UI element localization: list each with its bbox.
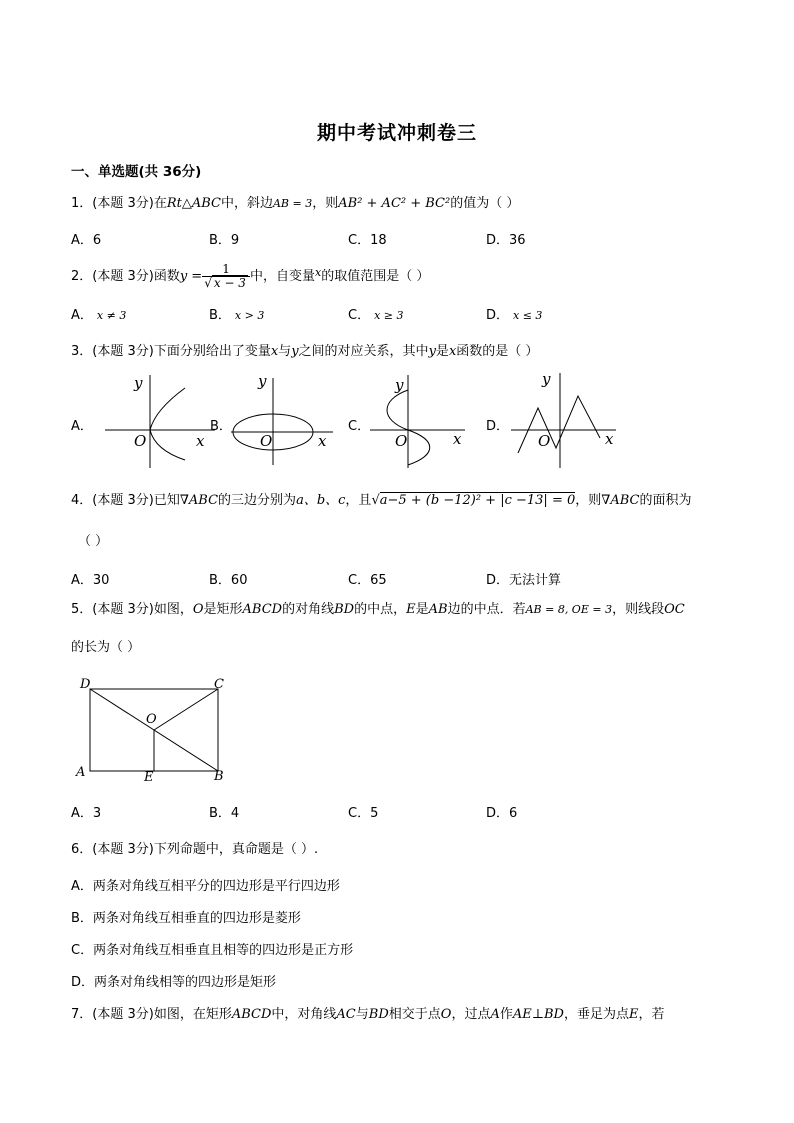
label-c: C xyxy=(214,677,224,692)
q2-option-a[interactable] xyxy=(71,304,126,323)
x-label: x xyxy=(196,432,205,450)
q2-option-a-expr: x ≠ 3 xyxy=(96,309,127,322)
q3-var-x: x xyxy=(270,344,279,359)
q5-option-c[interactable]: C．5 xyxy=(348,806,379,821)
x-label: x xyxy=(318,432,327,450)
q5-line-2: 的长为（ ） xyxy=(71,640,141,655)
q4-triangle-1: ∇ABC xyxy=(179,493,219,508)
q1-option-c[interactable]: C．18 xyxy=(348,233,387,248)
q5-text-1: 5．(本题 3分)如图， xyxy=(71,602,193,617)
q4-text-1: 4．(本题 3分)已知 xyxy=(71,493,180,508)
x-label: x xyxy=(453,430,462,448)
q3-text-4: 是 xyxy=(435,344,449,359)
q4-answer-paren: （ ） xyxy=(78,534,109,549)
q1-prefix: 1．(本题 3分)在 xyxy=(71,196,167,211)
q4-option-a[interactable]: A．30 xyxy=(71,573,110,588)
q5-option-d[interactable]: D．6 xyxy=(486,806,518,821)
q6-option-d[interactable]: D．两条对角线相等的四边形是矩形 xyxy=(71,975,277,990)
label-e: E xyxy=(144,770,154,785)
question-4-stem xyxy=(71,489,692,508)
q6-option-a[interactable]: A．两条对角线互相平分的四边形是平行四边形 xyxy=(71,879,340,894)
q5-text-4: 的中点， xyxy=(354,602,407,617)
x-label: x xyxy=(605,430,614,448)
q5-option-a[interactable]: A．3 xyxy=(71,806,102,821)
q7-text-6: 作 xyxy=(499,1007,513,1022)
q3-graph-a xyxy=(100,370,220,470)
q5-text-6: 边的中点．若 xyxy=(447,602,526,617)
q3-text-5: 函数的是（ ） xyxy=(456,344,539,359)
q3-var-y2: y xyxy=(428,344,436,359)
q2-option-c-letter: C． xyxy=(348,308,371,323)
q4-text-4: ，则 xyxy=(575,493,602,508)
label-d: D xyxy=(80,677,91,692)
q7-text-4: 相交于点 xyxy=(388,1007,441,1022)
origin-label: O xyxy=(260,432,273,450)
q5-text-7: ，则线段 xyxy=(612,602,665,617)
q5-bd: BD xyxy=(334,602,355,617)
y-label: y xyxy=(258,372,267,390)
q7-ac: AC xyxy=(336,1007,356,1022)
q1-triangle: Rt△ABC xyxy=(166,196,221,211)
q3-text-3: 之间的对应关系，其中 xyxy=(298,344,429,359)
q3-var-y: y xyxy=(291,344,299,359)
q7-bd: BD xyxy=(368,1007,389,1022)
y-label: y xyxy=(542,370,551,388)
question-5-stem xyxy=(71,598,685,617)
label-o: O xyxy=(146,712,157,727)
q4-equation-text: a−5 + (b −12)² + |c −13| = 0 xyxy=(379,493,576,508)
page-title: 期中考试冲刺卷三 xyxy=(316,122,477,144)
q3-text-2: 与 xyxy=(278,344,292,359)
q2-mid: 中，自变量 xyxy=(249,269,315,284)
q2-option-c[interactable] xyxy=(348,304,404,323)
q3-graph-b xyxy=(228,370,343,470)
q5-point-e: E xyxy=(406,602,416,617)
q1-expression: AB² + AC² + BC² xyxy=(338,196,451,211)
q6-option-c[interactable]: C．两条对角线互相垂直且相等的四边形是正方形 xyxy=(71,943,354,958)
origin-label: O xyxy=(134,432,147,450)
q3-text-1: 3．(本题 3分)下面分别给出了变量 xyxy=(71,344,271,359)
q1-mid1: 中，斜边 xyxy=(220,196,273,211)
q7-point-o: O xyxy=(440,1007,452,1022)
q1-option-b[interactable]: B．9 xyxy=(209,233,240,248)
q5-oc: OC xyxy=(664,602,685,617)
q5-rect: ABCD xyxy=(242,602,283,617)
q2-option-b[interactable] xyxy=(209,304,264,323)
q4-option-c[interactable]: C．65 xyxy=(348,573,387,588)
question-3-stem xyxy=(71,340,538,359)
q1-option-a[interactable]: A．6 xyxy=(71,233,102,248)
segment-oc xyxy=(154,689,218,730)
q7-text-5: ，过点 xyxy=(451,1007,491,1022)
q3-option-d[interactable]: D． xyxy=(486,419,510,434)
q3-graph-d xyxy=(508,368,623,470)
q3-var-x2: x xyxy=(448,344,457,359)
question-7-stem xyxy=(71,1003,664,1022)
q2-option-a-letter: A． xyxy=(71,308,93,323)
q5-ab: AB xyxy=(428,602,448,617)
q7-text-8: ，若 xyxy=(638,1007,665,1022)
q5-text-5: 是 xyxy=(415,602,429,617)
q3-graph-c xyxy=(365,370,475,470)
q7-text-7: ，垂足为点 xyxy=(563,1007,629,1022)
q7-point-e: E xyxy=(628,1007,639,1022)
q2-option-d-letter: D． xyxy=(486,308,510,323)
question-6-stem: 6．(本题 3分)下列命题中，真命题是（ ）. xyxy=(71,842,319,857)
origin-label: O xyxy=(395,432,408,450)
q4-option-d[interactable]: D．无法计算 xyxy=(486,573,562,588)
q2-y-equals: y = xyxy=(179,269,203,284)
question-2-stem xyxy=(71,258,429,292)
q2-option-b-letter: B． xyxy=(209,308,231,323)
q2-option-c-expr: x ≥ 3 xyxy=(374,309,404,322)
q5-option-b[interactable]: B．4 xyxy=(209,806,240,821)
y-label: y xyxy=(395,376,404,394)
q5-text-2: 是矩形 xyxy=(203,602,243,617)
label-b: B xyxy=(214,769,224,784)
q4-option-b[interactable]: B．60 xyxy=(209,573,248,588)
q5-point-o: O xyxy=(192,602,204,617)
zigzag xyxy=(518,396,600,453)
curve xyxy=(150,388,185,460)
q1-suffix: 的值为（ ） xyxy=(450,196,520,211)
q3-option-c[interactable]: C． xyxy=(348,419,371,434)
y-label: y xyxy=(134,374,143,392)
q2-variable: x xyxy=(314,266,322,279)
q4-equation: √a−5 + (b −12)² + |c −13| = 0 xyxy=(371,493,576,508)
q6-option-b[interactable]: B．两条对角线互相垂直的四边形是菱形 xyxy=(71,911,301,926)
label-a: A xyxy=(76,765,86,780)
q5-text-3: 的对角线 xyxy=(282,602,335,617)
q7-text-3: 与 xyxy=(355,1007,369,1022)
q1-mid2: ，则 xyxy=(312,196,339,211)
section-heading: 一、单选题(共 36分) xyxy=(71,164,202,180)
q2-numerator: 1 xyxy=(202,263,250,277)
q2-suffix: 的取值范围是（ ） xyxy=(321,269,430,284)
q3-option-b[interactable]: B． xyxy=(210,419,232,434)
q1-option-d[interactable]: D．36 xyxy=(486,233,526,248)
q7-text-1: 7．(本题 3分)如图，在矩形 xyxy=(71,1007,232,1022)
origin-label: O xyxy=(538,432,551,450)
q4-triangle-2: ∇ABC xyxy=(601,493,640,508)
q4-text-2: 的三边分别为 xyxy=(218,493,297,508)
q1-condition: AB = 3 xyxy=(272,197,313,210)
q7-perp: AE⊥BD xyxy=(512,1007,564,1022)
q2-option-b-expr: x > 3 xyxy=(234,309,265,322)
q4-text-5: 的面积为 xyxy=(639,493,692,508)
q7-text-2: 中，对角线 xyxy=(271,1007,337,1022)
q7-point-a: A xyxy=(490,1007,500,1022)
q2-prefix: 2．(本题 3分)函数 xyxy=(71,269,180,284)
q4-text-3: ，且 xyxy=(345,493,372,508)
q5-figure xyxy=(72,676,242,786)
q2-option-d[interactable] xyxy=(486,304,542,323)
q7-rect: ABCD xyxy=(231,1007,272,1022)
q5-condition: AB = 8, OE = 3 xyxy=(525,603,613,616)
q4-sides: a、b、c xyxy=(296,493,346,508)
q2-option-d-expr: x ≤ 3 xyxy=(513,309,543,322)
q3-option-a[interactable]: A． xyxy=(71,419,93,434)
q2-denominator: x − 3 xyxy=(213,276,246,290)
question-1-stem xyxy=(71,192,519,211)
q2-fraction: $\frac{1}{√ x - 3}$ xyxy=(202,263,250,290)
